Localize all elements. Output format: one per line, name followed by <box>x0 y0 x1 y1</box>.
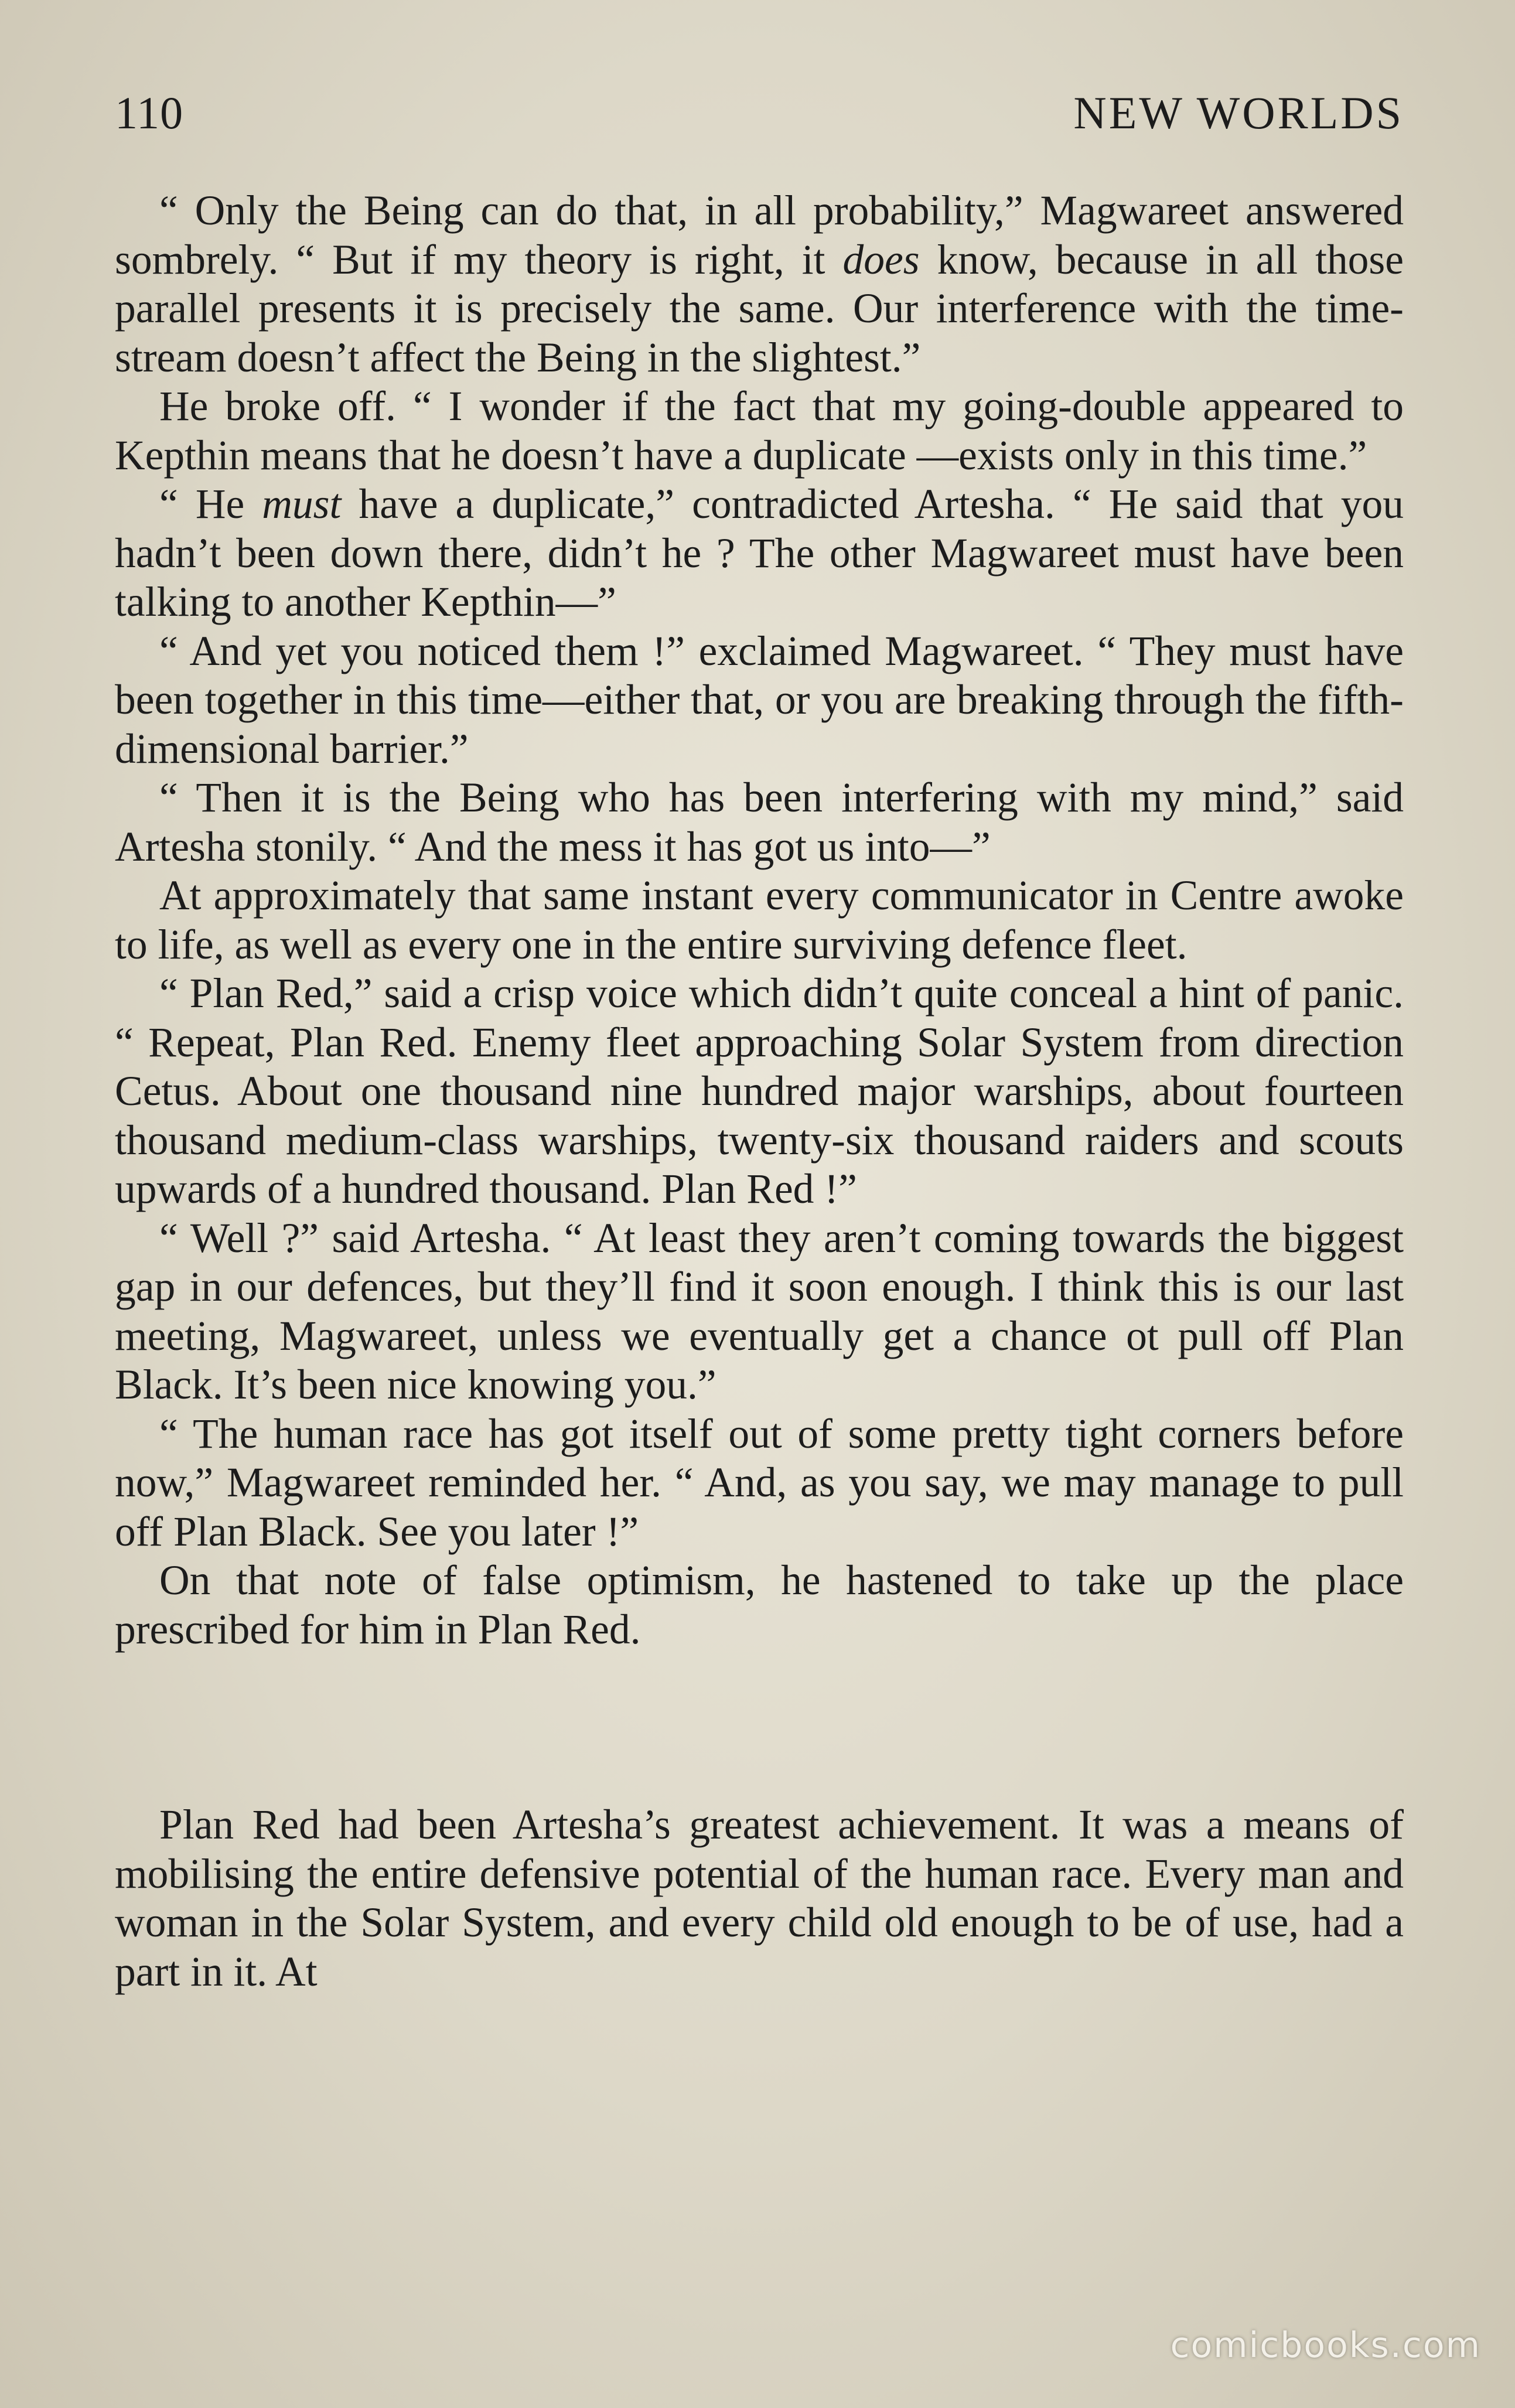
paragraph <box>115 1214 1404 1410</box>
text-run: “ Only the Being can do that, in all probability,” Magwareet answered sombrely. “ But if my theory is right, it <box>115 187 1404 283</box>
watermark-logo: comicbooks.com <box>1170 2325 1481 2366</box>
running-header <box>115 87 1404 151</box>
text-run: “ Plan Red,” said a crisp voice which didn’t quite conceal a hint of panic. “ Repeat, Plan Red. Enemy fleet approaching Solar System from direction Cetus. About one thousand nine hundred major warships, about fourteen thousand medium-class warships, twenty-six thousand raiders and scouts upwards of a hundred thousand. Plan Red !” <box>115 970 1404 1212</box>
paragraph <box>115 186 1404 382</box>
text-run: On that note of false optimism, he hastened to take up the place prescribed for him in Plan Red. <box>115 1557 1404 1653</box>
body-text <box>115 186 1404 1996</box>
italic-emphasis: must <box>262 481 342 527</box>
text-run: He broke off. “ I wonder if the fact that my going-double appeared to Kepthin means that he doesn’t have a duplicate —exists only in this time.” <box>115 383 1404 479</box>
text-run: know, because in all those parallel presents it is precisely the same. Our interference with the time-stream doesn’t affect the Being in the slightest.” <box>115 236 1404 381</box>
paragraph <box>115 627 1404 774</box>
paragraph <box>115 382 1404 480</box>
paragraph <box>115 773 1404 871</box>
paragraph <box>115 871 1404 969</box>
text-run: “ He <box>159 481 262 527</box>
paragraph <box>115 480 1404 627</box>
text-run: “ Then it is the Being who has been interfering with my mind,” said Artesha stonily. “ And the mess it has got us into—” <box>115 775 1404 870</box>
paragraph <box>115 1556 1404 1654</box>
paragraph-new-section <box>115 1800 1404 1996</box>
text-run: have a duplicate,” contradicted Artesha. “ He said that you hadn’t been down there, didn’t he ? The other Magwareet must have been talking to another Kepthin—” <box>115 481 1404 625</box>
italic-emphasis: does <box>842 236 920 283</box>
running-title: NEW WORLDS <box>1073 87 1404 138</box>
text-run: “ Well ?” said Artesha. “ At least they aren’t coming towards the biggest gap in our defences, but they’ll find it soon enough. I think this is our last meeting, Magwareet, unless we eventually get a chance ot pull off Plan Black. It’s been nice knowing you.” <box>115 1215 1404 1408</box>
text-run: At approximately that same instant every communicator in Centre awoke to life, as well as every one in the entire surviving defence fleet. <box>115 872 1404 968</box>
text-run: “ And yet you noticed them !” exclaimed Magwareet. “ They must have been together in this time—either that, or you are breaking through the fifth-dimensional barrier.” <box>115 627 1404 772</box>
page-number: 110 <box>115 87 184 138</box>
text-run: “ The human race has got itself out of some pretty tight corners before now,” Magwareet reminded her. “ And, as you say, we may manage to pull off Plan Black. See you later !” <box>115 1410 1404 1555</box>
paragraph <box>115 969 1404 1214</box>
text-run: Plan Red had been Artesha’s greatest achievement. It was a means of mobilising the entire defensive potential of the human race. Every man and woman in the Solar System, and every child old enough to be of use, had a part in it. At <box>115 1802 1404 1995</box>
paragraph <box>115 1410 1404 1557</box>
